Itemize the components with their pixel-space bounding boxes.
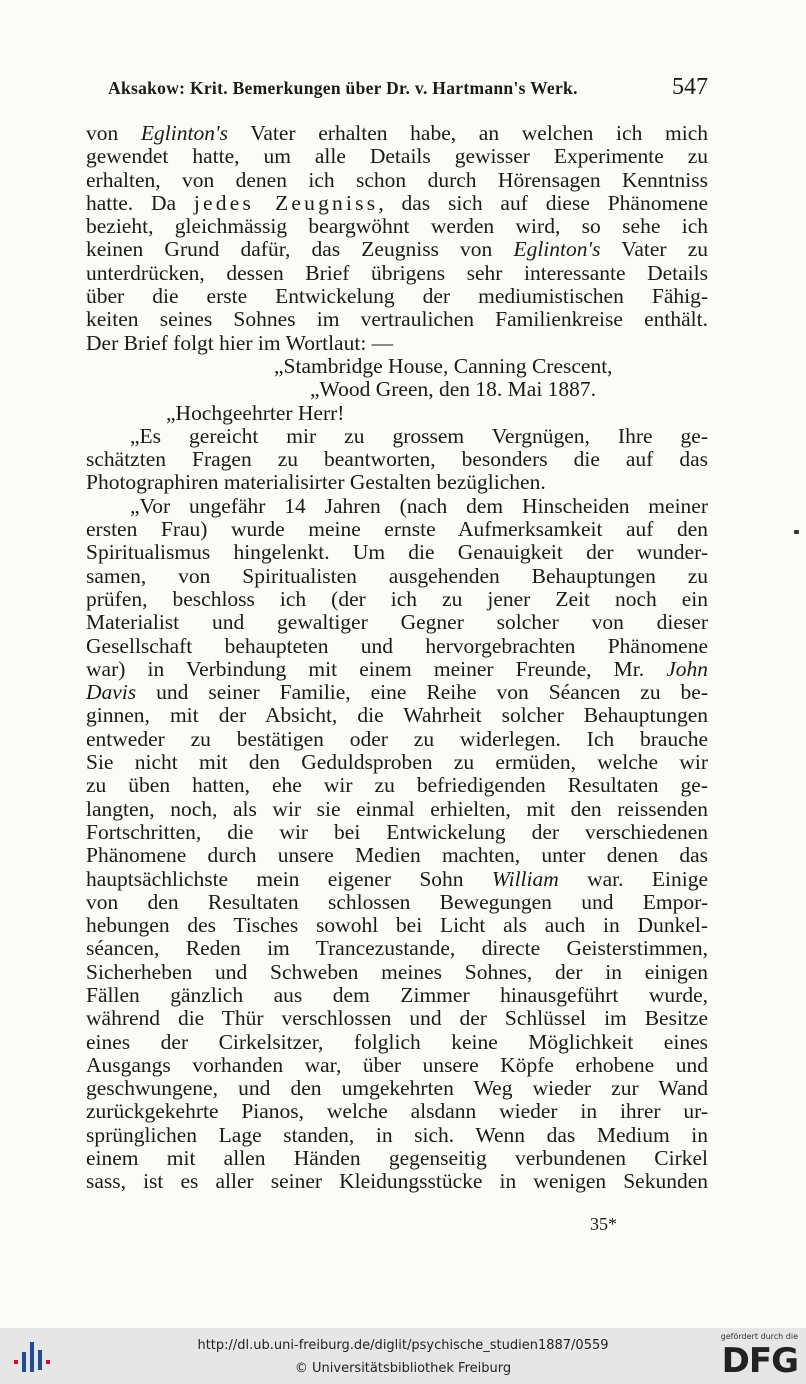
text-line: Sie nicht mit den Geduldsproben zu ermüden, welche wir bbox=[86, 751, 708, 775]
text-line: langten, noch, als wir sie einmal erhielten, mit den reissenden bbox=[86, 797, 708, 821]
text-line: ginnen, mit der Absicht, die Wahrheit solcher Behauptungen bbox=[86, 704, 708, 728]
letter-salutation: „Hochgeehrter Herr! bbox=[166, 400, 345, 425]
margin-mark bbox=[794, 530, 799, 534]
dfg-caption: gefördert durch die bbox=[720, 1332, 798, 1341]
text-line: prüfen, beschloss ich (der ich zu jener Zeit noch ein bbox=[86, 587, 708, 611]
text-line: während die Thür verschlossen und der Schlüssel im Besitze bbox=[86, 1007, 708, 1031]
permalink-url[interactable]: http://dl.ub.uni-freiburg.de/diglit/psychische_studien1887/0559 bbox=[197, 1338, 609, 1353]
text-line: zurückgekehrte Pianos, welche alsdann wieder in ihrer ur- bbox=[86, 1100, 708, 1124]
body-text bbox=[86, 122, 708, 1194]
text-line: séancen, Reden im Trancezustande, directe Geisterstimmen, bbox=[86, 937, 708, 961]
text-line: Photographiren materialisirter Gestalten bezüglichen. bbox=[86, 470, 546, 495]
text-line: Materialist und gewaltiger Gegner solcher von dieser bbox=[86, 611, 708, 635]
running-header bbox=[108, 74, 708, 104]
text-line: keiten seines Sohnes im vertraulichen Familienkreise enthält. bbox=[86, 308, 708, 332]
text-line: bezieht, gleichmässig beargwöhnt werden wird, so sehe ich bbox=[86, 215, 708, 239]
text-line: erhalten, von denen ich schon durch Hörensagen Kenntniss bbox=[86, 168, 708, 192]
text-line: war) in Verbindung mit einem meiner Freunde, Mr. John bbox=[86, 657, 708, 681]
copyright-notice: © Universitätsbibliothek Freiburg bbox=[294, 1361, 512, 1376]
footer-bar bbox=[0, 1328, 806, 1384]
text-line: einem mit allen Händen gegenseitig verbundenen Cirkel bbox=[86, 1147, 708, 1171]
text-line: Phänomene durch unsere Medien machten, unter denen das bbox=[86, 844, 708, 868]
letter-address-line: „Stambridge House, Canning Crescent, bbox=[274, 353, 613, 378]
text-line: ersten Frau) wurde meine ernste Aufmerksamkeit auf den bbox=[86, 518, 708, 542]
text-line: Sicherheben und Schweben meines Sohnes, der in einigen bbox=[86, 960, 708, 984]
text-line: Gesellschaft behaupteten und hervorgebrachten Phänomene bbox=[86, 634, 708, 658]
text-line: Der Brief folgt hier im Wortlaut: — bbox=[86, 330, 394, 355]
text-line: Davis und seiner Familie, eine Reihe von Séancen zu be- bbox=[86, 681, 708, 705]
text-line: „Vor ungefähr 14 Jahren (nach dem Hinscheiden meiner bbox=[130, 494, 708, 518]
text-line: schätzten Fragen zu beantworten, besonders die auf das bbox=[86, 448, 708, 472]
text-line: geschwungene, und den umgekehrten Weg wieder zur Wand bbox=[86, 1077, 708, 1101]
text-line: sass, ist es aller seiner Kleidungsstücke in wenigen Sekunden bbox=[86, 1170, 708, 1194]
text-line: Fortschritten, die wir bei Entwickelung der verschiedenen bbox=[86, 820, 708, 844]
dfg-logo: DFG bbox=[721, 1341, 798, 1381]
letter-date-line: „Wood Green, den 18. Mai 1887. bbox=[310, 377, 597, 402]
text-line: Spiritualismus hingelenkt. Um die Genauigkeit der wunder- bbox=[86, 541, 708, 565]
text-line: hauptsächlichste mein eigener Sohn William war. Einige bbox=[86, 867, 708, 891]
text-line: hebungen des Tisches sowohl bei Licht als auch in Dunkel- bbox=[86, 914, 708, 938]
text-line: unterdrücken, dessen Brief übrigens sehr interessante Details bbox=[86, 261, 708, 285]
text-line: sprünglichen Lage standen, in sich. Wenn das Medium in bbox=[86, 1123, 708, 1147]
text-line: hatte. Da jedes Zeugniss, das sich auf diese Phänomene bbox=[86, 191, 708, 215]
text-line: entweder zu bestätigen oder zu widerlegen. Ich brauche bbox=[86, 727, 708, 751]
text-line: keinen Grund dafür, das Zeugniss von Eglinton's Vater zu bbox=[86, 238, 708, 262]
text-line: zu üben hatten, ehe wir zu befriedigenden Resultaten ge- bbox=[86, 774, 708, 798]
text-line: gewendet hatte, um alle Details gewisser Experimente zu bbox=[86, 145, 708, 169]
dfg-funding-block bbox=[708, 1332, 798, 1380]
text-line: samen, von Spiritualisten ausgehenden Behauptungen zu bbox=[86, 564, 708, 588]
text-line: Fällen gänzlich aus dem Zimmer hinausgeführt wurde, bbox=[86, 983, 708, 1007]
text-line: „Es gereicht mir zu grossem Vergnügen, Ihre ge- bbox=[130, 424, 708, 448]
page-number: 547 bbox=[672, 74, 708, 100]
header-title: Aksakow: Krit. Bemerkungen über Dr. v. Hartmann's Werk. bbox=[108, 78, 578, 98]
sheet-signature: 35* bbox=[590, 1214, 617, 1234]
text-line: von den Resultaten schlossen Bewegungen und Empor- bbox=[86, 890, 708, 914]
text-line: Ausgangs vorhanden war, über unsere Köpfe erhobene und bbox=[86, 1053, 708, 1077]
text-line: eines der Cirkelsitzer, folglich keine Möglichkeit eines bbox=[86, 1030, 708, 1054]
text-line: über die erste Entwickelung der mediumistischen Fähig- bbox=[86, 285, 708, 309]
text-line: von Eglinton's Vater erhalten habe, an welchen ich mich bbox=[86, 122, 708, 145]
